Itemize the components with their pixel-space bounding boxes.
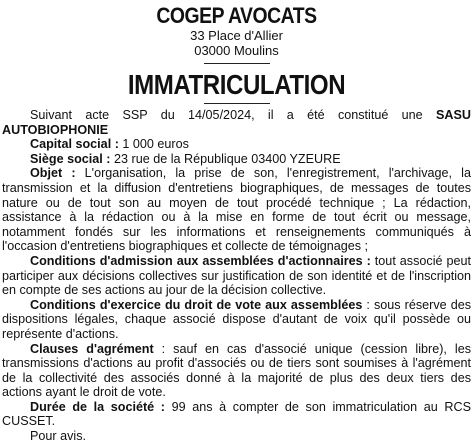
capital-paragraph <box>2 137 471 152</box>
siege-paragraph <box>2 152 471 167</box>
admission-value: tout associé peut participer aux décisions collectives sur justification de son identité et de l'inscription en compte de ses actions au jour de la décision collective. <box>2 253 471 298</box>
company-name: SASU AUTOBIOPHONIE <box>2 108 471 137</box>
separator-rule-top <box>204 63 270 64</box>
notice-title: IMMATRICULATION <box>127 69 346 100</box>
vote-paragraph <box>2 298 471 342</box>
intro-text: Suivant acte SSP du 14/05/2024, il a été constitué une <box>30 108 436 122</box>
duree-paragraph <box>2 400 471 429</box>
admission-paragraph <box>2 254 471 298</box>
objet-paragraph <box>2 166 471 254</box>
siege-value: 23 rue de la République 03400 YZEURE <box>110 151 341 166</box>
vote-label: Conditions d'exercice du droit de vote aux assemblées <box>30 297 363 312</box>
intro-paragraph <box>2 108 471 137</box>
objet-value: L'organisation, la prise de son, l'enregistrement, l'archivage, la transmission et la diffusion d'entretiens biographiques, de messages de toutes nature ou de tout son au moyen de tout procédé technique ; La rédaction, assistance à la rédaction ou à la mise en forme de tout écrit ou message, notamment fondés sur les informations et renseignements communiqués à l'occasion d'entretiens biographiques et collecte de témoignages ; <box>2 166 471 254</box>
capital-label: Capital social : <box>30 137 119 152</box>
separator-rule-bottom <box>204 103 270 104</box>
objet-label: Objet : <box>30 166 76 181</box>
vote-value: : sous réserve des dispositions légales, chaque associé dispose d'autant de voix qu'il possède ou représente d'actions. <box>2 297 471 341</box>
duree-label: Durée de la société : <box>30 399 165 414</box>
capital-value: 1 000 euros <box>118 137 189 152</box>
address-street: 33 Place d'Allier <box>190 28 283 43</box>
closing-paragraph: Pour avis. <box>30 429 86 444</box>
agrement-value: : sauf en cas d'associé unique (cession libre), les transmissions d'actions au profit d'associés ou de tiers sont soumises à l'agrément de la collectivité des associés donné à la majorité de plus des deux tiers des actions ayant le droit de vote. <box>2 341 471 400</box>
admission-label: Conditions d'admission aux assemblées d'actionnaires : <box>30 253 371 268</box>
agrement-paragraph <box>2 342 471 400</box>
address-city: 03000 Moulins <box>194 43 279 58</box>
siege-label: Siège social : <box>30 151 111 166</box>
duree-value: 99 ans à compter de son immatriculation au RCS CUSSET. <box>2 399 471 429</box>
notice-body <box>2 108 471 444</box>
agrement-label: Clauses d'agrément <box>30 341 154 356</box>
firm-name: COGEP AVOCATS <box>156 3 317 28</box>
